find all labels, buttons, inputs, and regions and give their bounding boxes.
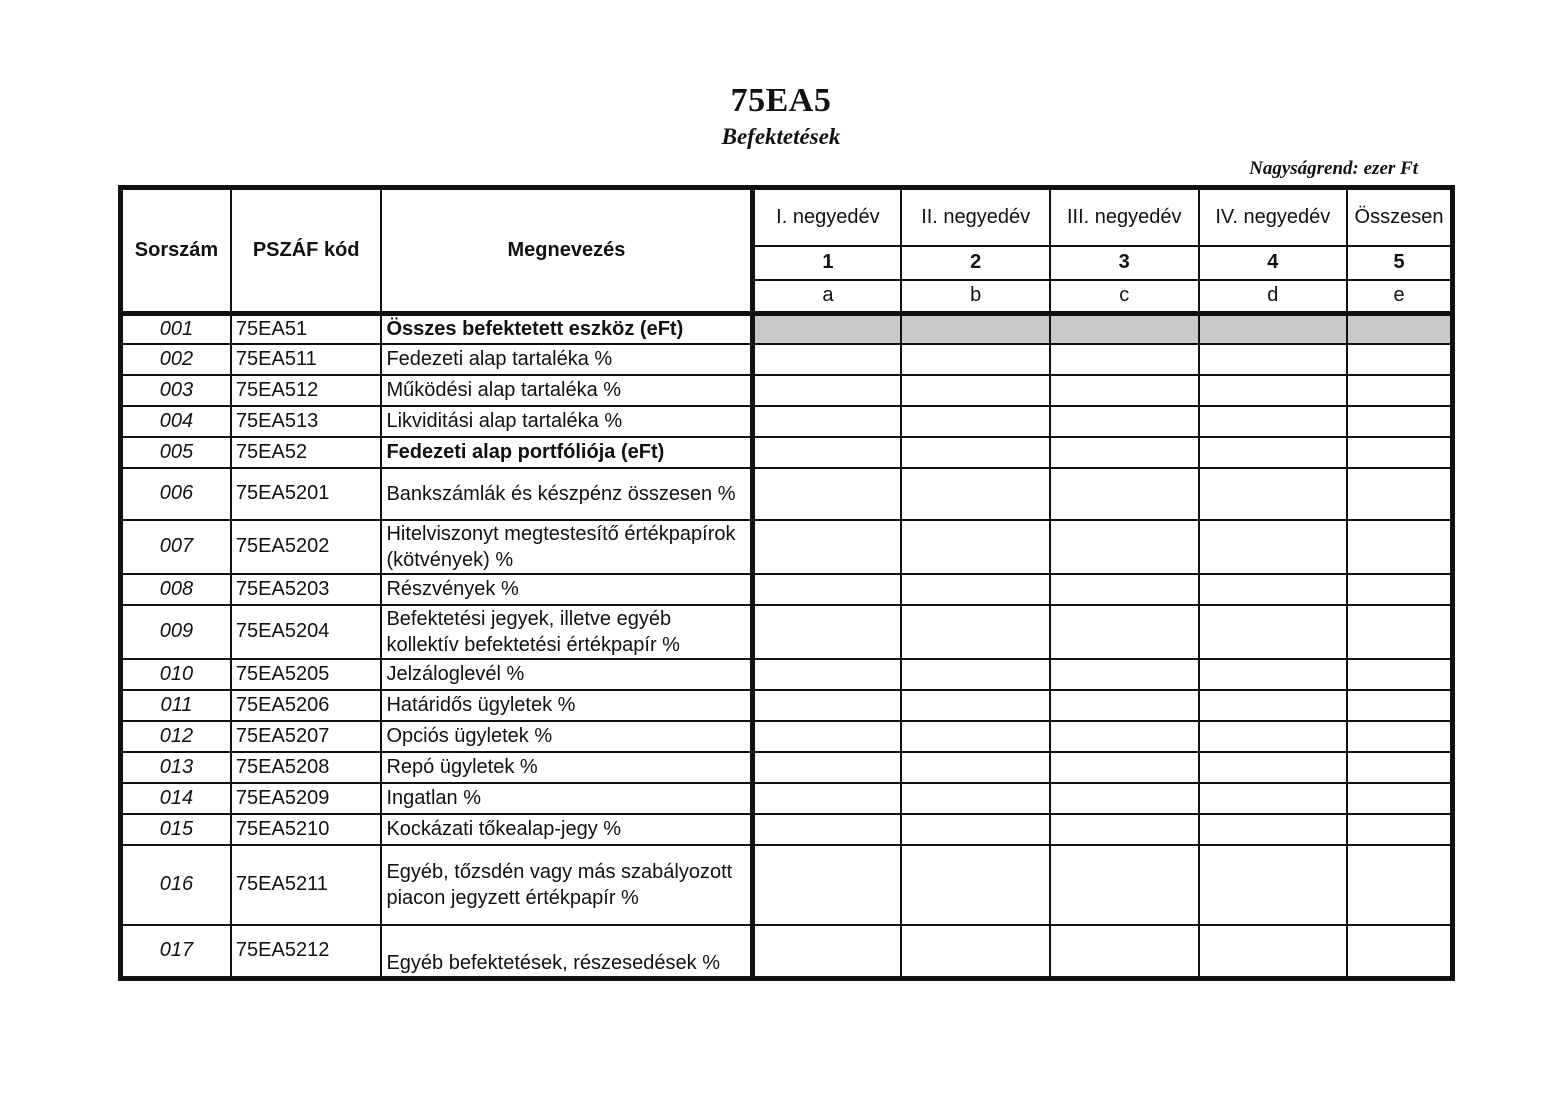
value-cell[interactable] [753, 314, 902, 344]
row-number: 010 [121, 659, 231, 690]
value-cell[interactable] [901, 406, 1050, 437]
value-cell[interactable] [1347, 520, 1452, 574]
value-cell[interactable] [1199, 375, 1348, 406]
value-cell[interactable] [753, 690, 902, 721]
value-cell[interactable] [901, 721, 1050, 752]
table-row [121, 437, 1453, 468]
value-cell[interactable] [753, 375, 902, 406]
value-cell[interactable] [1050, 690, 1199, 721]
table-row [121, 605, 1453, 659]
col-number-5: 5 [1347, 246, 1452, 280]
row-number: 009 [121, 605, 231, 659]
value-cell[interactable] [901, 468, 1050, 520]
investments-table [118, 185, 1455, 981]
row-pszaf-code: 75EA5203 [231, 574, 382, 605]
row-pszaf-code: 75EA5212 [231, 925, 382, 979]
value-cell[interactable] [1050, 344, 1199, 375]
row-pszaf-code: 75EA51 [231, 314, 382, 344]
col-header-pszaf: PSZÁF kód [231, 188, 382, 314]
row-pszaf-code: 75EA5208 [231, 752, 382, 783]
value-cell[interactable] [1199, 574, 1348, 605]
row-description: Fedezeti alap portfóliója (eFt) [381, 437, 752, 468]
row-number: 011 [121, 690, 231, 721]
value-cell[interactable] [901, 845, 1050, 925]
value-cell[interactable] [753, 406, 902, 437]
col-header-q4: IV. negyedév [1199, 188, 1348, 246]
table-row [121, 520, 1453, 574]
value-cell[interactable] [1347, 605, 1452, 659]
row-description: Hitelviszonyt megtestesítő értékpapírok (kötvények) % [381, 520, 752, 574]
value-cell[interactable] [1199, 344, 1348, 375]
row-description: Opciós ügyletek % [381, 721, 752, 752]
col-header-total: Összesen [1347, 188, 1452, 246]
row-description: Jelzáloglevél % [381, 659, 752, 690]
value-cell[interactable] [901, 344, 1050, 375]
value-cell[interactable] [901, 314, 1050, 344]
table-row [121, 783, 1453, 814]
value-cell[interactable] [1347, 783, 1452, 814]
value-cell[interactable] [1050, 721, 1199, 752]
value-cell[interactable] [753, 605, 902, 659]
row-number: 016 [121, 845, 231, 925]
value-cell[interactable] [901, 814, 1050, 845]
value-cell[interactable] [1347, 468, 1452, 520]
value-cell[interactable] [1347, 375, 1452, 406]
table-row [121, 574, 1453, 605]
value-cell[interactable] [1199, 752, 1348, 783]
value-cell[interactable] [1199, 605, 1348, 659]
row-number: 017 [121, 925, 231, 979]
value-cell[interactable] [1050, 406, 1199, 437]
value-cell[interactable] [1199, 520, 1348, 574]
value-cell[interactable] [901, 925, 1050, 979]
value-cell[interactable] [901, 783, 1050, 814]
value-cell[interactable] [1347, 437, 1452, 468]
row-number: 006 [121, 468, 231, 520]
row-pszaf-code: 75EA5202 [231, 520, 382, 574]
row-pszaf-code: 75EA512 [231, 375, 382, 406]
col-number-1: 1 [753, 246, 902, 280]
row-pszaf-code: 75EA5205 [231, 659, 382, 690]
table-row [121, 925, 1453, 979]
value-cell[interactable] [753, 783, 902, 814]
value-cell[interactable] [1199, 690, 1348, 721]
table-row [121, 721, 1453, 752]
value-cell[interactable] [1050, 437, 1199, 468]
value-cell[interactable] [901, 375, 1050, 406]
col-number-2: 2 [901, 246, 1050, 280]
row-pszaf-code: 75EA5210 [231, 814, 382, 845]
value-cell[interactable] [1199, 925, 1348, 979]
value-cell[interactable] [1347, 925, 1452, 979]
value-cell[interactable] [1199, 845, 1348, 925]
row-description: Összes befektetett eszköz (eFt) [381, 314, 752, 344]
table-row [121, 690, 1453, 721]
row-pszaf-code: 75EA511 [231, 344, 382, 375]
row-description: Bankszámlák és készpénz összesen % [381, 468, 752, 520]
row-pszaf-code: 75EA52 [231, 437, 382, 468]
value-cell[interactable] [1347, 344, 1452, 375]
row-number: 005 [121, 437, 231, 468]
value-cell[interactable] [1050, 845, 1199, 925]
form-subtitle: Befektetések [721, 124, 841, 149]
value-cell[interactable] [901, 605, 1050, 659]
row-pszaf-code: 75EA5211 [231, 845, 382, 925]
col-letter-e: e [1347, 280, 1452, 314]
value-cell[interactable] [753, 845, 902, 925]
value-cell[interactable] [1199, 468, 1348, 520]
table-row [121, 406, 1453, 437]
value-cell[interactable] [1050, 752, 1199, 783]
value-cell[interactable] [1050, 468, 1199, 520]
row-description: Befektetési jegyek, illetve egyéb kollektív befektetési értékpapír % [381, 605, 752, 659]
value-cell[interactable] [753, 344, 902, 375]
row-description: Egyéb befektetések, részesedések % [381, 925, 752, 979]
col-number-4: 4 [1199, 246, 1348, 280]
row-description: Egyéb, tőzsdén vagy más szabályozott piacon jegyzett értékpapír % [381, 845, 752, 925]
row-pszaf-code: 75EA5201 [231, 468, 382, 520]
row-description: Repó ügyletek % [381, 752, 752, 783]
col-letter-a: a [753, 280, 902, 314]
value-cell[interactable] [753, 574, 902, 605]
value-cell[interactable] [1050, 375, 1199, 406]
row-number: 008 [121, 574, 231, 605]
table-row [121, 845, 1453, 925]
col-letter-c: c [1050, 280, 1199, 314]
value-cell[interactable] [1199, 814, 1348, 845]
row-number: 004 [121, 406, 231, 437]
table-row [121, 314, 1453, 344]
row-number: 014 [121, 783, 231, 814]
value-cell[interactable] [901, 659, 1050, 690]
row-description: Határidős ügyletek % [381, 690, 752, 721]
value-cell[interactable] [1347, 314, 1452, 344]
value-cell[interactable] [901, 690, 1050, 721]
value-cell[interactable] [1050, 659, 1199, 690]
value-cell[interactable] [1347, 574, 1452, 605]
col-letter-d: d [1199, 280, 1348, 314]
table-row [121, 344, 1453, 375]
value-cell[interactable] [901, 752, 1050, 783]
value-cell[interactable] [1347, 406, 1452, 437]
value-cell[interactable] [753, 925, 902, 979]
form-code-title: 75EA5 [730, 82, 832, 119]
value-cell[interactable] [753, 659, 902, 690]
value-cell[interactable] [1347, 752, 1452, 783]
value-cell[interactable] [1199, 314, 1348, 344]
value-cell[interactable] [901, 520, 1050, 574]
value-cell[interactable] [1199, 406, 1348, 437]
value-cell[interactable] [1050, 925, 1199, 979]
row-number: 003 [121, 375, 231, 406]
col-header-sorszam: Sorszám [121, 188, 231, 314]
row-number: 001 [121, 314, 231, 344]
value-cell[interactable] [901, 437, 1050, 468]
value-cell[interactable] [1199, 659, 1348, 690]
row-pszaf-code: 75EA5207 [231, 721, 382, 752]
table-row [121, 375, 1453, 406]
row-description: Ingatlan % [381, 783, 752, 814]
col-header-megnevezes: Megnevezés [381, 188, 752, 314]
value-cell[interactable] [1050, 783, 1199, 814]
value-cell[interactable] [753, 721, 902, 752]
table-row [121, 468, 1453, 520]
value-cell[interactable] [1199, 783, 1348, 814]
table-row [121, 752, 1453, 783]
value-cell[interactable] [1050, 574, 1199, 605]
row-number: 002 [121, 344, 231, 375]
value-cell[interactable] [753, 437, 902, 468]
col-number-3: 3 [1050, 246, 1199, 280]
value-cell[interactable] [1199, 721, 1348, 752]
value-cell[interactable] [1050, 520, 1199, 574]
row-number: 013 [121, 752, 231, 783]
value-cell[interactable] [1050, 605, 1199, 659]
col-header-q1: I. negyedév [753, 188, 902, 246]
value-cell[interactable] [1199, 437, 1348, 468]
col-header-q2: II. negyedév [901, 188, 1050, 246]
row-description: Kockázati tőkealap-jegy % [381, 814, 752, 845]
value-cell[interactable] [753, 814, 902, 845]
value-cell[interactable] [753, 468, 902, 520]
value-cell[interactable] [753, 752, 902, 783]
value-cell[interactable] [1347, 814, 1452, 845]
value-cell[interactable] [1347, 845, 1452, 925]
value-cell[interactable] [1347, 690, 1452, 721]
row-description: Részvények % [381, 574, 752, 605]
value-cell[interactable] [1050, 314, 1199, 344]
value-cell[interactable] [1050, 814, 1199, 845]
value-cell[interactable] [901, 574, 1050, 605]
table-row [121, 814, 1453, 845]
row-number: 012 [121, 721, 231, 752]
value-cell[interactable] [1347, 659, 1452, 690]
col-header-q3: III. negyedév [1050, 188, 1199, 246]
value-cell[interactable] [1347, 721, 1452, 752]
row-description: Likviditási alap tartaléka % [381, 406, 752, 437]
row-pszaf-code: 75EA5209 [231, 783, 382, 814]
col-letter-b: b [901, 280, 1050, 314]
row-number: 015 [121, 814, 231, 845]
table-row [121, 659, 1453, 690]
value-cell[interactable] [753, 520, 902, 574]
row-pszaf-code: 75EA513 [231, 406, 382, 437]
row-pszaf-code: 75EA5206 [231, 690, 382, 721]
unit-label: Nagyságrend: ezer Ft [1249, 158, 1418, 179]
row-pszaf-code: 75EA5204 [231, 605, 382, 659]
row-description: Működési alap tartaléka % [381, 375, 752, 406]
row-description: Fedezeti alap tartaléka % [381, 344, 752, 375]
row-number: 007 [121, 520, 231, 574]
